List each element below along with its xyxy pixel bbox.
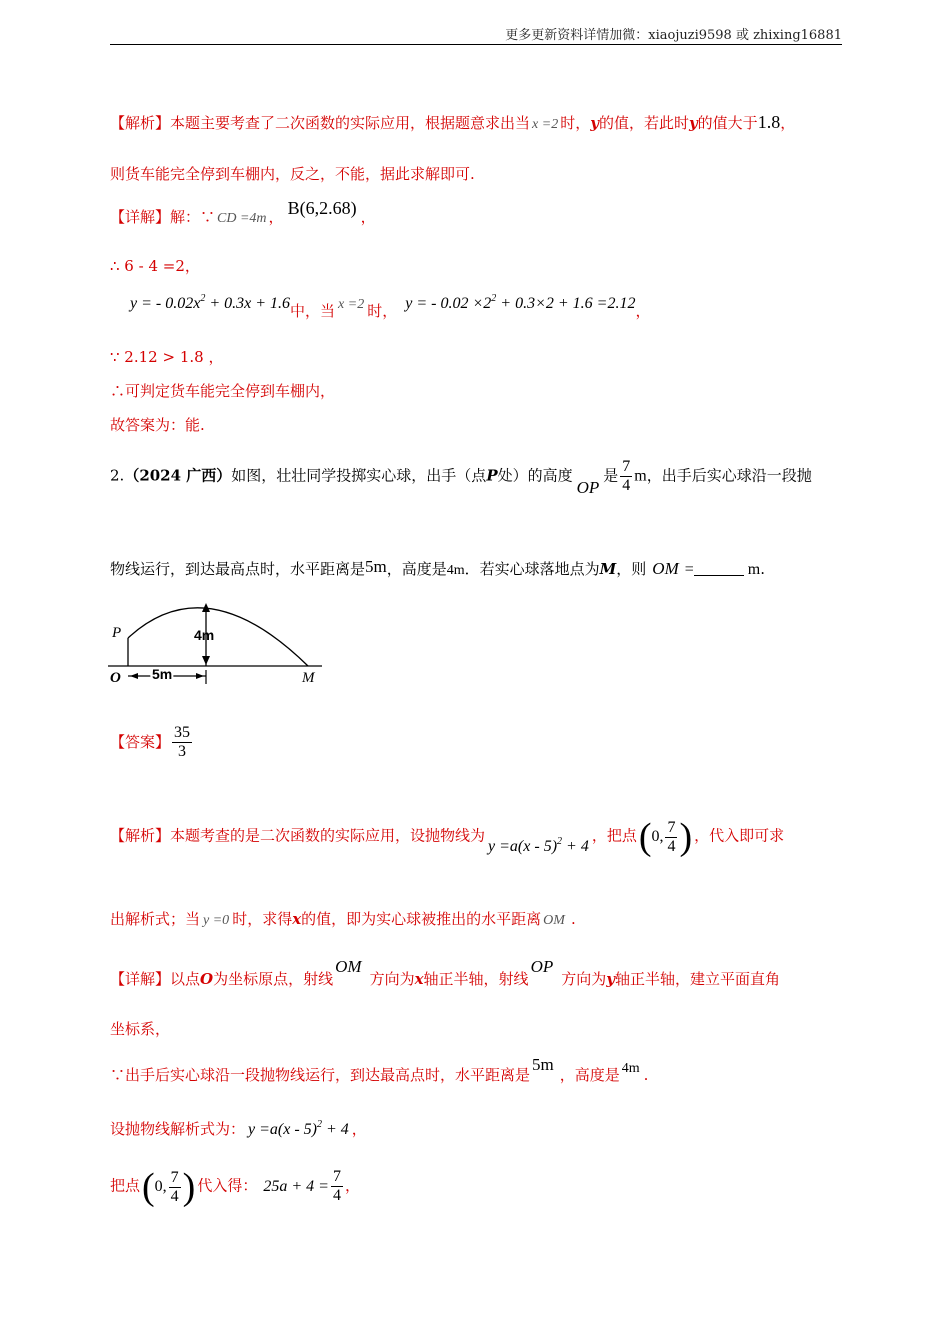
eq-part: y = - 0.02x [130,295,201,312]
q2-analysis-line1 [110,818,784,856]
eq-part: y =a(x - 5) [488,837,558,855]
text: ， [360,208,376,226]
label-m: M [302,670,315,686]
detail-tag: 【详解】 [110,970,171,988]
label-5m: 5m [152,666,173,682]
var-y: y [688,114,698,132]
math-om: OM [652,559,679,578]
math-point-b: B(6,2.68) [287,198,357,218]
q1-step1: ∴ 6 - 4 =2， [110,257,200,275]
text: 本题主要考查了二次函数的实际应用，根据题意求出当 [170,114,531,132]
text: . [760,560,766,578]
q1-step2 [130,292,651,320]
q2-detail-line4 [110,1118,367,1139]
fraction-7-4: $\frac{7}{4}$ [622,458,631,494]
text: 物线运行，到达最高点时，水平距离是 [110,560,366,578]
eq-part: + 4 [562,837,589,855]
equals: = [684,561,694,578]
q2-detail-line3 [110,1055,649,1085]
eq-part: y = - 0.02 ×2 [405,295,492,312]
text: 本题考查的是二次函数的实际应用，设抛物线为 [170,826,486,845]
analysis-tag: 【解析】 [110,114,171,132]
text: 时，求得 [232,910,293,928]
q1-analysis-line1 [110,112,795,133]
value-1-8: 1.8 [757,112,781,132]
text: 设抛物线解析式为： [110,1120,246,1138]
text: ，把点 [591,826,637,845]
text: ，代入即可求 [694,826,785,845]
math-op: OP [530,957,554,976]
eq-part: + 0.3×2 + 1.6 =2.12 [496,295,636,312]
q2-analysis-line2 [110,908,576,929]
eq-part: y =a(x - 5) [248,1121,317,1138]
math-y-eq-0: y =0 [203,913,230,928]
trajectory-figure [106,598,326,690]
arrow-right-icon [196,673,204,679]
math-point: (0, $\frac{7}{4}$ ) [638,816,693,858]
math-parabola: y =a(x - 5)$^2$ + 4 [488,835,589,855]
q2-question-line1 [110,458,812,495]
value-4m: 4m [621,1061,640,1076]
math-x-eq: x =2 [338,297,365,312]
unit-m: m [634,467,647,485]
q1-step3: ∵ 2.12 > 1.8 ， [110,348,224,366]
question-number: 2. [110,466,125,485]
text: 轴正半轴，射线 [423,970,529,988]
math-om: OM [335,957,362,976]
var-x: x [292,910,302,928]
q2-answer [110,724,194,761]
var-m: M [599,560,617,578]
eq-part: + 0.3x + 1.6 [205,295,291,312]
math-eq2: y = - $0.02 \times 2^2 + 0.3\times 2 + 1.6 =2.12$ [405,293,636,312]
text: 方向为 [369,970,415,988]
text: 的值大于 [697,114,758,132]
eq-part: + 4 [322,1121,349,1138]
label-o: O [110,670,121,686]
analysis-tag: 【解析】 [110,826,171,845]
q1-detail-line [110,198,376,227]
text: 处）的高度 [497,466,573,485]
text: ，高度是 [386,560,447,578]
math-op: OP [576,477,600,497]
text: 方向为 [561,970,607,988]
text: 是 [603,466,619,485]
value-5m: 5m [532,1055,554,1074]
text: ∵出手后实心球沿一段抛物线运行，到达最高点时，水平距离是 [110,1066,531,1084]
value-4m: 4m [446,563,465,578]
text: 时， [367,302,398,320]
q1-answer: 故答案为：能. [110,416,205,434]
q2-detail-line5 [110,1168,360,1206]
q1-step4: ∴可判定货车能完全停到车棚内， [110,382,336,400]
math-om: OM [543,913,565,928]
text: 的值，即为实心球被推出的水平距离 [301,910,542,928]
math-parabola: y =a(x - 5)$^2$ + 4 [248,1119,349,1138]
text: 中，当 [290,302,336,320]
math-point: (0, $\frac{7}{4}$ ) [142,1166,196,1208]
text: ， [780,114,796,132]
label-p: P [112,625,122,641]
q2-question-line2 [110,558,765,579]
math-eq: 25a + 4 = [263,1177,329,1195]
text: . [570,910,576,928]
label-4m: 4m [194,627,215,643]
var-o: O [200,970,214,988]
math-eq1: y = - $0.02x^2 + 0.3x + 1.6$ [130,293,291,312]
arrow-left-icon [130,673,138,679]
var-y: y [590,114,599,132]
text: 代入得： [197,1176,258,1195]
unit-m: m [747,561,761,578]
detail-tag: 【详解】 [110,208,171,226]
q1-analysis-line2: 则货车能完全停到车棚内，反之，不能，据此求解即可. [110,165,475,183]
text: 的值，若此时 [598,114,689,132]
question-source: （2024 广西） [124,466,232,485]
text: 把点 [110,1176,141,1195]
text: ，出手后实心球沿一段抛 [646,466,812,485]
eq-part: 0, [154,1177,167,1195]
fraction-35-3: $\frac{35}{3}$ [174,724,191,760]
answer-blank [694,561,744,576]
text: ， [351,1120,367,1138]
page-header: 更多更新资料详情加微：xiaojuzi9598 或 zhixing16881 [505,28,842,43]
var-y: y [606,970,615,988]
header-divider [110,44,842,45]
var-p: P [486,466,498,485]
parabola-path [128,608,308,666]
var-x: x [414,970,424,988]
fraction-7-4: $\frac{7}{4}$ [332,1168,341,1205]
text: ， [344,1176,360,1195]
math-cd: CD =4m [217,211,267,226]
text: ， [635,302,651,320]
arrow-down-icon [202,656,210,665]
q2-detail-line1 [110,957,780,989]
text: ，则 [616,560,647,578]
math-x-eq: x =2 [532,117,559,132]
text: ， [268,208,284,226]
q2-detail-line2: 坐标系， [110,1020,171,1038]
text: 解：∵ [170,208,216,226]
text: 如图，壮壮同学投掷实心球，出手（点 [231,466,487,485]
text: . [643,1066,649,1084]
text: 轴正半轴，建立平面直角 [614,970,780,988]
value-5m: 5m [365,557,387,576]
answer-tag: 【答案】 [110,732,171,751]
text: 出解析式；当 [110,910,201,928]
text: ，高度是 [559,1066,620,1084]
text: 时， [560,114,591,132]
text: 为坐标原点，射线 [213,970,334,988]
eq-part: 0, [651,827,664,845]
text: 以点 [170,970,201,988]
text: ．若实心球落地点为 [464,560,600,578]
